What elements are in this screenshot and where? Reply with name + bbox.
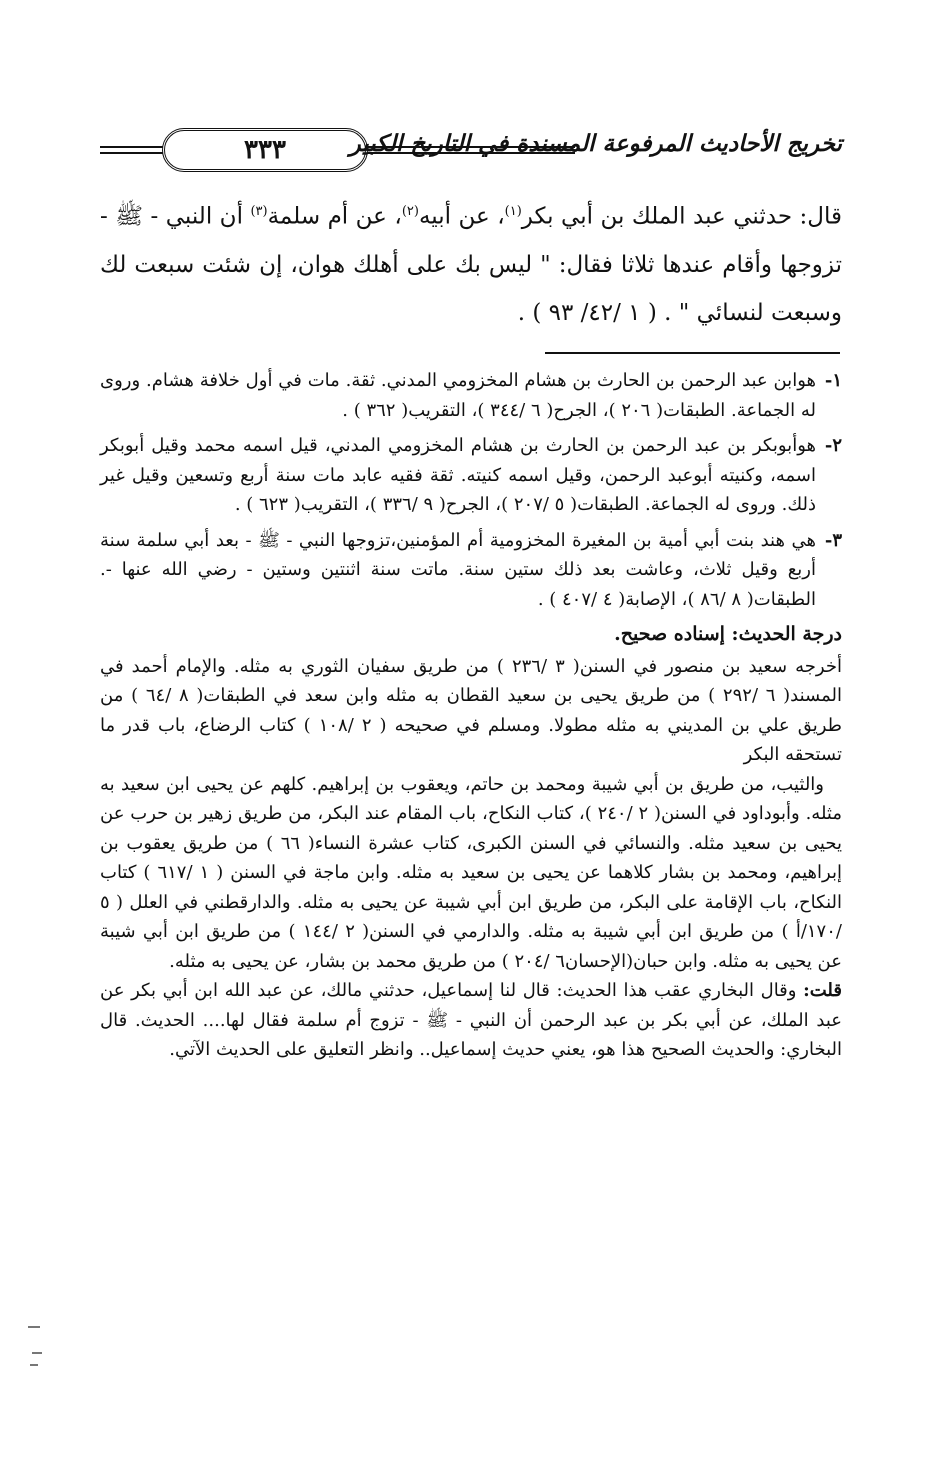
scan-mark	[32, 1352, 42, 1354]
hadith-text-part: أن النبي - ﷺ - تزوجها وأقام عندها ثلاثا فقال: " ليس بك على أهلك هوان، إن شئت سبعت لك وسبعت لنسائي " . ( ١ /٤٢/ ٩٣ ) .	[100, 203, 842, 326]
footnote-text: هوأبوبكر بن عبد الرحمن بن الحارث بن هشام المخزومي المدني، قيل اسمه محمد وقيل أبوبكر اسمه، وكنيته أبوعبد الرحمن، وقيل اسمه كنيته. ثقة فقيه عابد مات سنة أربع وتسعين وقيل غير ذلك. وروى له الجماعة. الطبقات( ٥ /٢٠٧ )، الجرح( ٩ /٣٣٦ )، التقريب( ٦٢٣ ) .	[100, 435, 816, 515]
scan-mark	[28, 1326, 40, 1328]
hadith-paragraph	[100, 188, 842, 337]
author-note	[100, 976, 842, 1065]
footnote-number: ٢-	[824, 435, 842, 456]
scan-mark	[30, 1364, 38, 1366]
footnote-text: هوابن عبد الرحمن بن الحارث بن هشام المخزومي المدني. ثقة. مات في أول خلافة هشام. وروى له الجماعة. الطبقات( ٢٠٦ )، الجرح( ٦ /٣٤٤ )، التقريب( ٣٦٢ ) .	[100, 370, 816, 421]
hadith-text	[100, 188, 842, 337]
footnote-ref-2: (٢)	[401, 204, 419, 219]
scan-edge-marks	[28, 1318, 48, 1378]
hadith-text-part: ، عن أبيه	[418, 203, 505, 230]
note-label: قلت:	[803, 980, 842, 1001]
footnote-ref-1: (١)	[504, 204, 522, 219]
footnote-ref-3: (٣)	[250, 204, 268, 219]
running-header	[100, 126, 842, 170]
footnote-2	[100, 431, 842, 520]
hadith-text-part: قال: حدثني عبد الملك بن أبي بكر	[521, 203, 842, 230]
footnote-text: هي هند بنت أبي أمية بن المغيرة المخزومية أم المؤمنين،تزوجها النبي - ﷺ - بعد أبي سلمة سنة أربع وقيل ثلاث، وعاشت بعد ذلك ستين سنة. ماتت سنة اثنتين وستين - رضي الله عنها -. الطبقات( ٨ /٨٦ )، الإصابة( ٤ /٤٠٧ ) .	[100, 529, 816, 610]
footnote-number: ٣-	[824, 529, 842, 551]
takhrij-paragraph-2: والثيب، من طريق بن أبي شيبة ومحمد بن حاتم، ويعقوب بن إبراهيم. كلهم عن يحيى ابن سعيد به مثله. وأبوداود في السنن( ٢ /٢٤٠ )، كتاب النكاح، باب المقام عند البكر، من طريق زهير بن حرب عن يحيى بن سعيد مثله. والنسائي في السنن الكبرى، كتاب عشرة النساء( ٦٦ ) من طريق يعقوب بن إبراهيم، ومحمد بن بشار كلاهما عن يحيى بن سعيد به مثله. وابن ماجة في السنن ( ١ /٦١٧ ) كتاب النكاح، باب الإقامة على البكر، من طريق ابن أبي شيبة عن يحيى به مثله. والدارقطني في العلل ( ٥ /١٧٠/أ ) من طريق ابن أبي شيبة به مثله. والدارمي في السنن( ٢ /١٤٤ ) من طريق ابن أبي شيبة عن يحيى به مثله. وابن حبان(الإحسان٦ /٢٠٤ ) من طريق محمد بن بشار، عن يحيى به مثله.	[100, 773, 842, 972]
page-number-frame	[162, 128, 368, 172]
takhrij-paragraph-1: أخرجه سعيد بن منصور في السنن( ٣ /٢٣٦ ) من طريق سفيان الثوري به مثله. والإمام أحمد في المسند( ٦ /٢٩٢ ) من طريق يحيى بن سعيد القطان به مثله وابن سعد في الطبقات( ٨ /٦٤ ) من طريق علي بن المديني به مثله مطولا. ومسلم في صحيحه ( ٢ /١٠٨ ) كتاب الرضاع، باب قدر ما تستحقه البكر	[100, 655, 843, 765]
footnotes-section	[100, 366, 842, 1065]
footnote-3	[100, 526, 842, 615]
book-title: تخريج الأحاديث المرفوعة المسندة في التاريخ الكبير	[349, 130, 842, 157]
hadith-text-part: ، عن أم سلمة	[267, 203, 402, 230]
note-text: وقال البخاري عقب هذا الحديث: قال لنا إسماعيل، حدثني مالك، عن عبد الله ابن أبي بكر عن عبد الملك، عن أبي بكر بن عبد الرحمن أن النبي - ﷺ - تزوج أم سلمة فقال لها.... الحديث. قال البخاري: والحديث الصحيح هذا هو، يعني حديث إسماعيل.. وانظر التعليق على الحديث الآتي.	[100, 980, 842, 1060]
page-number: ٣٣٣	[244, 135, 286, 165]
footnote-separator	[545, 352, 840, 354]
footnote-1	[100, 366, 842, 425]
footnote-number: ١-	[824, 370, 842, 391]
hadith-grade-heading: درجة الحديث: إسناده صحيح.	[614, 623, 842, 645]
